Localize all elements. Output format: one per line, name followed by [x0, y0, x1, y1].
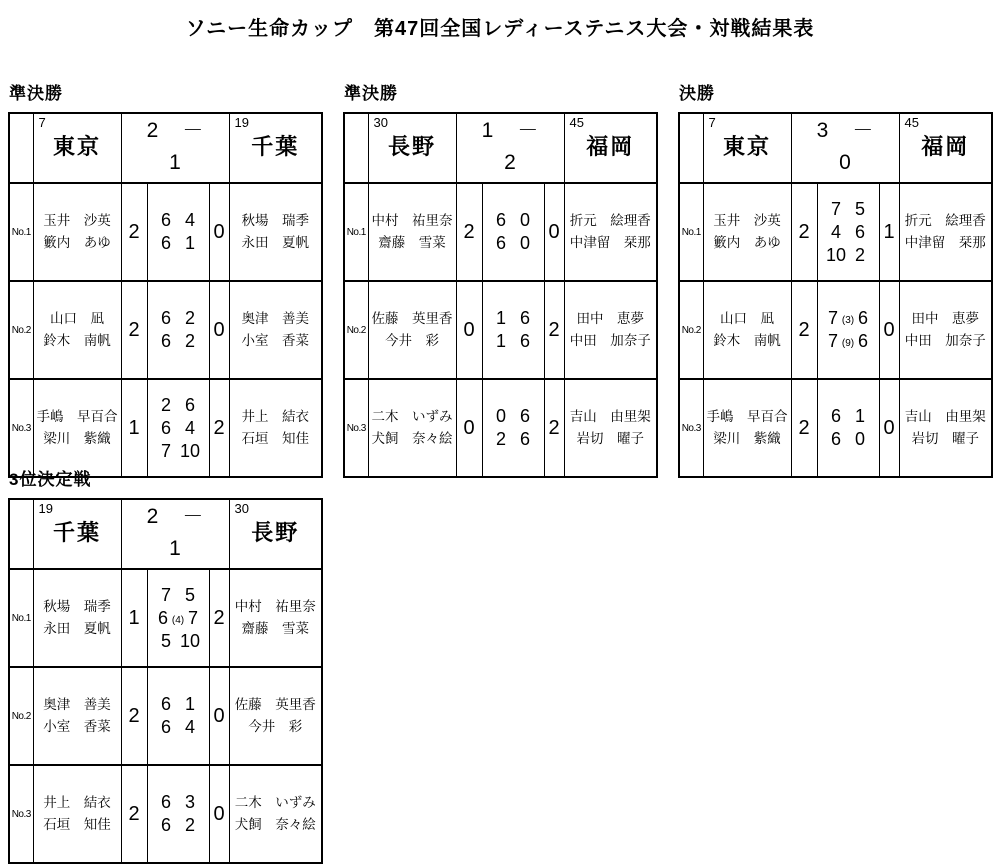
- players-left: [33, 281, 121, 379]
- games-left: 6: [160, 331, 171, 351]
- set-line: [148, 607, 209, 630]
- corner-cell: [344, 113, 368, 183]
- set-scores: [482, 183, 544, 281]
- player-name: 二木 いずみ: [234, 795, 316, 810]
- pair-score-right: 0: [209, 281, 229, 379]
- players-right: [899, 281, 992, 379]
- stage-label: 準決勝: [344, 84, 398, 103]
- left-team-name: 千葉: [52, 520, 101, 545]
- set-line: [483, 209, 544, 232]
- left-team-name: 東京: [722, 134, 771, 159]
- match-row: [9, 569, 322, 667]
- corner-cell: [679, 113, 703, 183]
- player-name: 中田 加奈子: [904, 333, 986, 348]
- pair-score-left: 2: [121, 183, 147, 281]
- match-rows: [9, 183, 322, 477]
- match-row: [9, 765, 322, 863]
- players-right: [564, 183, 657, 281]
- set-line: [148, 440, 209, 463]
- games-left: 6: [160, 233, 171, 253]
- set-line: [483, 405, 544, 428]
- games-right: 5: [854, 198, 865, 219]
- players-right: [229, 183, 322, 281]
- games-left: 6: [495, 233, 506, 253]
- games-left: 7: [827, 308, 838, 328]
- tiebreak-score: (9): [841, 338, 855, 349]
- games-left: 7: [830, 198, 841, 219]
- games-left: 6: [830, 429, 841, 449]
- games-left: 7: [827, 331, 838, 351]
- match-header-row: [679, 113, 992, 183]
- left-team-score: 2: [146, 119, 159, 142]
- games-right: 5: [184, 584, 195, 605]
- player-name: 田中 恵夢: [576, 311, 644, 326]
- games-right: 4: [184, 417, 195, 438]
- games-right: 2: [184, 815, 195, 835]
- match-block: [8, 470, 323, 864]
- pair-score-left: 0: [456, 379, 482, 477]
- pair-score-left: 0: [456, 281, 482, 379]
- set-scores: [817, 379, 879, 477]
- left-team-cell: [33, 499, 121, 569]
- left-team-score: 2: [146, 505, 159, 528]
- row-number: No.3: [679, 379, 703, 477]
- right-team-seed: 30: [234, 501, 249, 516]
- pair-score-left: 2: [121, 765, 147, 863]
- player-name: 二木 いずみ: [371, 409, 453, 424]
- player-name: 折元 絵理香: [569, 213, 651, 228]
- games-right: 0: [519, 210, 530, 230]
- players-right: [229, 379, 322, 477]
- match-score-cell: [121, 499, 229, 569]
- games-left: 10: [825, 244, 847, 265]
- players-left: [368, 183, 456, 281]
- set-line: [148, 417, 209, 440]
- games-right: 4: [184, 210, 195, 230]
- player-name: 井上 結衣: [241, 409, 309, 424]
- players-right: [229, 765, 322, 863]
- games-left: 6: [160, 717, 171, 737]
- player-name: 吉山 由里架: [569, 409, 651, 424]
- games-left: 1: [495, 331, 506, 351]
- pair-score-left: 1: [121, 569, 147, 667]
- right-team-seed: 45: [569, 115, 584, 130]
- games-left: 6: [157, 607, 168, 628]
- match-block: [8, 84, 323, 478]
- pair-score-left: 2: [791, 183, 817, 281]
- games-left: 6: [160, 308, 171, 328]
- player-name: 籔内 あゆ: [713, 235, 781, 250]
- players-left: [33, 569, 121, 667]
- pair-score-left: 2: [791, 281, 817, 379]
- player-name: 手嶋 早百合: [36, 409, 118, 424]
- player-name: 佐藤 英里香: [371, 311, 453, 326]
- games-left: 6: [160, 694, 171, 714]
- set-line: [148, 584, 209, 607]
- games-left: 4: [830, 221, 841, 242]
- row-number: No.3: [344, 379, 368, 477]
- pair-score-right: 2: [544, 281, 564, 379]
- player-name: 玉井 沙英: [43, 213, 111, 228]
- pair-score-right: 2: [209, 379, 229, 477]
- players-right: [229, 569, 322, 667]
- score-dash: －: [182, 505, 204, 528]
- row-number: No.3: [9, 765, 33, 863]
- player-name: 山口 凪: [720, 311, 774, 326]
- score-dash: －: [852, 119, 874, 142]
- player-name: 鈴木 南帆: [43, 333, 111, 348]
- left-team-name: 東京: [52, 134, 101, 159]
- left-team-seed: 19: [38, 501, 53, 516]
- right-team-score: 1: [169, 537, 181, 560]
- player-name: 今井 彩: [385, 333, 439, 348]
- player-name: 奥津 善美: [43, 697, 111, 712]
- players-left: [368, 379, 456, 477]
- set-line: [148, 232, 209, 255]
- left-team-score: 1: [481, 119, 494, 142]
- left-team-seed: 30: [373, 115, 388, 130]
- player-name: 犬飼 奈々絵: [371, 431, 453, 446]
- match-score-cell: [791, 113, 899, 183]
- left-team-cell: [703, 113, 791, 183]
- games-right: 0: [519, 233, 530, 253]
- pair-score-left: 1: [121, 379, 147, 477]
- tiebreak-score: (4): [171, 614, 185, 626]
- match-rows: [344, 183, 657, 477]
- left-team-name: 長野: [387, 134, 436, 159]
- player-name: 石垣 知佳: [241, 431, 309, 446]
- match-row: [9, 379, 322, 477]
- players-right: [899, 379, 992, 477]
- players-right: [229, 281, 322, 379]
- page-title: ソニー生命カップ 第47回全国レディーステニス大会・対戦結果表: [185, 18, 815, 40]
- match-row: [344, 379, 657, 477]
- row-number: No.1: [9, 183, 33, 281]
- right-team-cell: [899, 113, 992, 183]
- player-name: 手嶋 早百合: [706, 409, 788, 424]
- set-scores: [482, 379, 544, 477]
- games-right: 7: [187, 607, 198, 628]
- games-left: 5: [160, 630, 171, 651]
- player-name: 田中 恵夢: [911, 311, 979, 326]
- games-left: 6: [160, 815, 171, 835]
- games-right: 6: [519, 331, 530, 351]
- players-left: [33, 667, 121, 765]
- corner-cell: [9, 113, 33, 183]
- set-scores: [482, 281, 544, 379]
- players-left: [33, 183, 121, 281]
- set-line: [148, 791, 209, 814]
- games-right: 10: [179, 630, 201, 651]
- pair-score-left: 2: [456, 183, 482, 281]
- games-left: 6: [160, 417, 171, 438]
- games-right: 6: [519, 406, 530, 426]
- player-name: 永田 夏帆: [241, 235, 309, 250]
- players-left: [33, 765, 121, 863]
- player-name: 籔内 あゆ: [43, 235, 111, 250]
- right-team-score: 0: [839, 151, 851, 174]
- set-line: [148, 693, 209, 716]
- left-team-cell: [33, 113, 121, 183]
- row-number: No.3: [9, 379, 33, 477]
- stage-label: 決勝: [679, 84, 715, 103]
- stage-label: 準決勝: [9, 84, 63, 103]
- games-left: 7: [160, 584, 171, 605]
- games-right: 4: [184, 717, 195, 737]
- players-right: [899, 183, 992, 281]
- set-line: [818, 405, 879, 428]
- player-name: 永田 夏帆: [43, 621, 111, 636]
- player-name: 齋藤 雪菜: [241, 621, 309, 636]
- games-right: 6: [519, 429, 530, 449]
- pair-score-right: 0: [209, 765, 229, 863]
- match-table: [678, 112, 993, 478]
- player-name: 岩切 曜子: [911, 431, 979, 446]
- pair-score-right: 2: [209, 569, 229, 667]
- left-team-score: 3: [816, 119, 829, 142]
- match-table: [8, 498, 323, 864]
- players-left: [703, 379, 791, 477]
- match-row: [9, 667, 322, 765]
- games-left: 2: [495, 429, 506, 449]
- match-row: [679, 379, 992, 477]
- player-name: 梁川 紫織: [43, 431, 111, 446]
- games-right: 2: [854, 244, 865, 265]
- set-line: [818, 330, 879, 353]
- player-name: 中田 加奈子: [569, 333, 651, 348]
- players-left: [703, 183, 791, 281]
- set-line: [148, 716, 209, 739]
- player-name: 折元 絵理香: [904, 213, 986, 228]
- match-score-cell: [121, 113, 229, 183]
- match-row: [344, 281, 657, 379]
- tiebreak-score: (3): [841, 315, 855, 326]
- right-team-seed: 45: [904, 115, 919, 130]
- match-rows: [679, 183, 992, 477]
- games-right: 0: [854, 429, 865, 449]
- player-name: 山口 凪: [50, 311, 104, 326]
- player-name: 井上 結衣: [43, 795, 111, 810]
- player-name: 佐藤 英里香: [234, 697, 316, 712]
- set-line: [148, 307, 209, 330]
- row-number: No.2: [9, 667, 33, 765]
- player-name: 吉山 由里架: [904, 409, 986, 424]
- games-right: 6: [184, 394, 195, 415]
- pair-score-left: 2: [121, 667, 147, 765]
- match-block: [343, 84, 658, 478]
- player-name: 秋場 瑞季: [241, 213, 309, 228]
- right-team-name: 福岡: [586, 134, 635, 159]
- match-row: [679, 183, 992, 281]
- games-left: 0: [495, 406, 506, 426]
- match-rows: [9, 569, 322, 863]
- players-right: [564, 281, 657, 379]
- players-right: [564, 379, 657, 477]
- games-right: 2: [184, 308, 195, 328]
- player-name: 奥津 善美: [241, 311, 309, 326]
- corner-cell: [9, 499, 33, 569]
- games-right: 10: [179, 440, 201, 461]
- player-name: 中村 祐里奈: [234, 599, 316, 614]
- row-number: No.2: [679, 281, 703, 379]
- set-line: [818, 221, 879, 244]
- right-team-name: 千葉: [251, 134, 300, 159]
- player-name: 齋藤 雪菜: [378, 235, 446, 250]
- match-header-row: [9, 499, 322, 569]
- games-left: 6: [160, 792, 171, 812]
- match-table: [8, 112, 323, 478]
- player-name: 小室 香菜: [241, 333, 309, 348]
- player-name: 中村 祐里奈: [371, 213, 453, 228]
- pair-score-left: 2: [121, 281, 147, 379]
- player-name: 秋場 瑞季: [43, 599, 111, 614]
- games-right: 1: [184, 694, 195, 714]
- row-number: No.2: [344, 281, 368, 379]
- set-line: [148, 630, 209, 653]
- set-scores: [147, 379, 209, 477]
- set-line: [148, 209, 209, 232]
- games-right: 3: [184, 792, 195, 812]
- match-score-cell: [456, 113, 564, 183]
- set-line: [483, 330, 544, 353]
- set-line: [818, 198, 879, 221]
- player-name: 岩切 曜子: [576, 431, 644, 446]
- match-row: [9, 281, 322, 379]
- score-dash: －: [182, 119, 204, 142]
- player-name: 今井 彩: [248, 719, 303, 734]
- games-right: 1: [184, 233, 195, 253]
- set-line: [483, 232, 544, 255]
- games-right: 6: [857, 308, 868, 328]
- row-number: No.1: [679, 183, 703, 281]
- score-dash: －: [517, 119, 539, 142]
- stage-label: 3位決定戦: [9, 470, 92, 489]
- row-number: No.1: [344, 183, 368, 281]
- games-right: 1: [854, 406, 865, 426]
- players-left: [703, 281, 791, 379]
- set-line: [483, 307, 544, 330]
- pair-score-right: 0: [879, 281, 899, 379]
- set-scores: [817, 183, 879, 281]
- left-team-seed: 7: [708, 115, 716, 130]
- set-scores: [147, 765, 209, 863]
- left-team-seed: 7: [38, 115, 46, 130]
- games-left: 2: [160, 394, 171, 415]
- match-row: [344, 183, 657, 281]
- set-scores: [147, 569, 209, 667]
- left-team-cell: [368, 113, 456, 183]
- match-block: [678, 84, 993, 478]
- pair-score-right: 2: [544, 379, 564, 477]
- right-team-name: 長野: [251, 520, 300, 545]
- pair-score-right: 0: [879, 379, 899, 477]
- players-left: [368, 281, 456, 379]
- right-team-cell: [229, 499, 322, 569]
- pair-score-right: 1: [879, 183, 899, 281]
- players-right: [229, 667, 322, 765]
- row-number: No.1: [9, 569, 33, 667]
- right-team-score: 2: [504, 151, 516, 174]
- players-left: [33, 379, 121, 477]
- games-right: 6: [854, 221, 865, 242]
- games-left: 6: [160, 210, 171, 230]
- set-scores: [817, 281, 879, 379]
- games-right: 6: [519, 308, 530, 328]
- player-name: 石垣 知佳: [43, 817, 111, 832]
- right-team-seed: 19: [234, 115, 249, 130]
- set-line: [818, 428, 879, 451]
- set-line: [148, 330, 209, 353]
- pair-score-right: 0: [209, 183, 229, 281]
- player-name: 梁川 紫織: [713, 431, 781, 446]
- pair-score-left: 2: [791, 379, 817, 477]
- games-left: 7: [160, 440, 171, 461]
- set-line: [818, 244, 879, 267]
- games-right: 2: [184, 331, 195, 351]
- set-line: [818, 307, 879, 330]
- match-header-row: [344, 113, 657, 183]
- right-team-name: 福岡: [921, 134, 970, 159]
- set-scores: [147, 667, 209, 765]
- games-left: 6: [495, 210, 506, 230]
- games-left: 1: [495, 308, 506, 328]
- row-number: No.2: [9, 281, 33, 379]
- match-row: [679, 281, 992, 379]
- set-line: [483, 428, 544, 451]
- set-line: [148, 394, 209, 417]
- player-name: 犬飼 奈々絵: [234, 817, 316, 832]
- right-team-cell: [564, 113, 657, 183]
- pair-score-right: 0: [544, 183, 564, 281]
- set-line: [148, 814, 209, 837]
- player-name: 鈴木 南帆: [713, 333, 781, 348]
- games-left: 6: [830, 406, 841, 426]
- match-header-row: [9, 113, 322, 183]
- set-scores: [147, 183, 209, 281]
- right-team-cell: [229, 113, 322, 183]
- set-scores: [147, 281, 209, 379]
- player-name: 中津留 栞那: [569, 235, 651, 250]
- games-right: 6: [857, 331, 868, 351]
- right-team-score: 1: [169, 151, 181, 174]
- pair-score-right: 0: [209, 667, 229, 765]
- player-name: 玉井 沙英: [713, 213, 781, 228]
- match-table: [343, 112, 658, 478]
- player-name: 小室 香菜: [43, 719, 111, 734]
- player-name: 中津留 栞那: [904, 235, 986, 250]
- match-row: [9, 183, 322, 281]
